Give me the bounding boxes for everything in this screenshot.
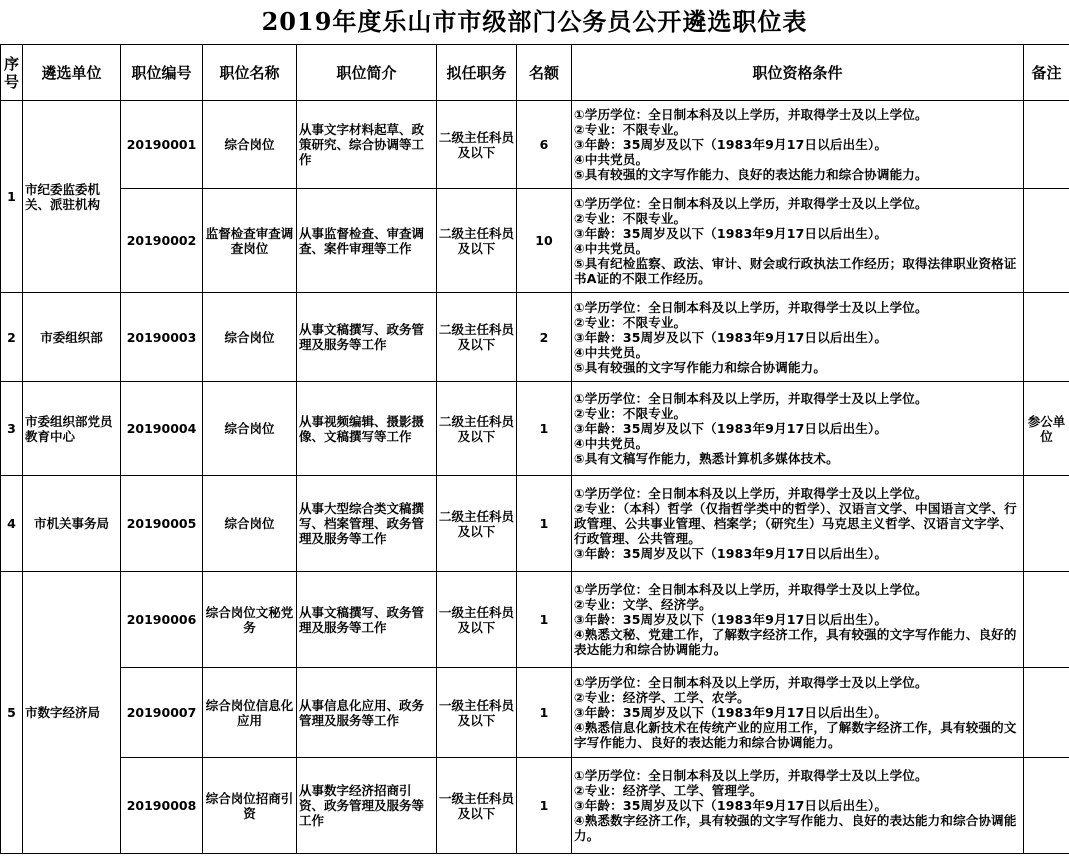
header-duty: 拟任职务 bbox=[437, 45, 517, 101]
requirement-item: ③年龄：35周岁及以下（1983年9月17日以后出生）。 bbox=[574, 225, 888, 241]
table-row bbox=[1, 382, 1069, 476]
position-intro: 从事信息化应用、政务管理及服务等工作 bbox=[297, 668, 437, 758]
position-duty: 二级主任科员及以下 bbox=[437, 101, 517, 189]
position-quota: 1 bbox=[517, 668, 572, 758]
unit-no: 4 bbox=[1, 476, 23, 572]
table-row bbox=[1, 293, 1069, 382]
position-requirements bbox=[572, 189, 1024, 293]
requirement-item: ③年龄：35周岁及以下（1983年9月17日以后出生）。 bbox=[574, 612, 888, 627]
position-quota: 1 bbox=[517, 382, 572, 476]
requirement-item: ②专业：不限专业。 bbox=[574, 314, 687, 330]
position-intro: 从事监督检查、审查调查、案件审理等工作 bbox=[297, 189, 437, 293]
position-note bbox=[1024, 758, 1069, 854]
requirement-item: ③年龄：35周岁及以下（1983年9月17日以后出生）。 bbox=[574, 705, 888, 720]
position-duty: 一级主任科员及以下 bbox=[437, 668, 517, 758]
position-intro: 从事大型综合类文稿撰写、档案管理、政务管理及服务等工作 bbox=[297, 476, 437, 572]
requirement-item: ②专业：不限专业。 bbox=[574, 122, 687, 137]
requirement-item: ①学历学位：全日制本科及以上学历，并取得学士及以上学位。 bbox=[574, 582, 928, 597]
requirement-item: ②专业：不限专业。 bbox=[574, 210, 687, 226]
unit-no: 1 bbox=[1, 101, 23, 293]
requirement-item: ②专业：经济学、工学、农学。 bbox=[574, 690, 750, 705]
header-note: 备注 bbox=[1024, 45, 1069, 101]
position-intro: 从事文稿撰写、政务管理及服务等工作 bbox=[297, 293, 437, 382]
position-code: 20190001 bbox=[121, 101, 203, 189]
positions-table bbox=[0, 44, 1069, 854]
unit-no: 3 bbox=[1, 382, 23, 476]
position-code: 20190008 bbox=[121, 758, 203, 854]
position-intro: 从事文稿撰写、政务管理及服务等工作 bbox=[297, 572, 437, 668]
unit-no: 2 bbox=[1, 293, 23, 382]
position-requirements bbox=[572, 758, 1024, 854]
position-quota: 1 bbox=[517, 476, 572, 572]
position-intro: 从事数字经济招商引资、政务管理及服务等工作 bbox=[297, 758, 437, 854]
position-name: 综合岗位文秘党务 bbox=[203, 572, 297, 668]
position-name: 综合岗位信息化应用 bbox=[203, 668, 297, 758]
table-row bbox=[1, 572, 1069, 668]
requirement-item: ③年龄：35周岁及以下（1983年9月17日以后出生）。 bbox=[574, 798, 888, 813]
position-code: 20190002 bbox=[121, 189, 203, 293]
header-no: 序号 bbox=[1, 45, 23, 101]
header-quota: 名额 bbox=[517, 45, 572, 101]
position-intro: 从事视频编辑、摄影摄像、文稿撰写等工作 bbox=[297, 382, 437, 476]
requirement-item: ②专业：文学、经济学。 bbox=[574, 597, 712, 612]
position-duty: 二级主任科员及以下 bbox=[437, 189, 517, 293]
position-name: 综合岗位 bbox=[203, 101, 297, 189]
unit-name: 市纪委监委机关、派驻机构 bbox=[23, 101, 121, 293]
position-code: 20190004 bbox=[121, 382, 203, 476]
header-position: 职位名称 bbox=[203, 45, 297, 101]
requirement-item: ④熟悉信息化新技术在传统产业的应用工作，了解数字经济工作，具有较强的文字写作能力、良好的表达能力和综合协调能力。 bbox=[574, 720, 1017, 750]
position-name: 综合岗位 bbox=[203, 293, 297, 382]
requirement-item: ①学历学位：全日制本科及以上学历，并取得学士及以上学位。 bbox=[574, 299, 928, 315]
position-code: 20190003 bbox=[121, 293, 203, 382]
position-note bbox=[1024, 668, 1069, 758]
unit-name: 市委组织部 bbox=[23, 293, 121, 382]
requirement-item: ③年龄：35周岁及以下（1983年9月17日以后出生）。 bbox=[574, 421, 888, 436]
requirement-item: ④中共党员。 bbox=[574, 240, 649, 256]
position-note bbox=[1024, 476, 1069, 572]
position-requirements bbox=[572, 668, 1024, 758]
requirement-item: ④中共党员。 bbox=[574, 152, 649, 167]
position-duty: 一级主任科员及以下 bbox=[437, 758, 517, 854]
position-duty: 二级主任科员及以下 bbox=[437, 476, 517, 572]
header-requirements: 职位资格条件 bbox=[572, 45, 1024, 101]
position-requirements bbox=[572, 572, 1024, 668]
requirement-item: ①学历学位：全日制本科及以上学历，并取得学士及以上学位。 bbox=[574, 107, 928, 122]
table-row bbox=[1, 668, 1069, 758]
position-requirements bbox=[572, 101, 1024, 189]
requirement-item: ②专业：不限专业。 bbox=[574, 406, 687, 421]
requirement-item: ⑤具有文稿写作能力，熟悉计算机多媒体技术。 bbox=[574, 451, 839, 466]
requirement-item: ①学历学位：全日制本科及以上学历，并取得学士及以上学位。 bbox=[574, 195, 928, 211]
position-note: 参公单位 bbox=[1024, 382, 1069, 476]
position-note bbox=[1024, 572, 1069, 668]
position-duty: 二级主任科员及以下 bbox=[437, 293, 517, 382]
position-code: 20190007 bbox=[121, 668, 203, 758]
table-row bbox=[1, 189, 1069, 293]
position-name: 综合岗位 bbox=[203, 382, 297, 476]
position-note bbox=[1024, 293, 1069, 382]
requirement-item: ②专业：经济学、工学、管理学。 bbox=[574, 783, 763, 798]
position-quota: 6 bbox=[517, 101, 572, 189]
requirement-item: ④熟悉文秘、党建工作，了解数字经济工作，具有较强的文字写作能力、良好的表达能力和综合协调能力。 bbox=[574, 627, 1017, 657]
requirement-item: ③年龄：35周岁及以下（1983年9月17日以后出生）。 bbox=[574, 137, 888, 152]
position-quota: 1 bbox=[517, 572, 572, 668]
requirement-item: ②专业：（本科）哲学（仅指哲学类中的哲学）、汉语言文学、中国语言文学、行政管理、公共事业管理、档案学；（研究生）马克思主义哲学、汉语言文字学、行政管理、公共管理。 bbox=[574, 501, 1017, 546]
header-row bbox=[1, 45, 1069, 101]
unit-name: 市数字经济局 bbox=[23, 572, 121, 854]
requirement-item: ①学历学位：全日制本科及以上学历，并取得学士及以上学位。 bbox=[574, 486, 928, 501]
requirement-item: ④熟悉数字经济工作，具有较强的文字写作能力、良好的表达能力和综合协调能力。 bbox=[574, 813, 1017, 843]
position-quota: 10 bbox=[517, 189, 572, 293]
position-requirements bbox=[572, 476, 1024, 572]
table-row bbox=[1, 758, 1069, 854]
table-row bbox=[1, 476, 1069, 572]
header-intro: 职位简介 bbox=[297, 45, 437, 101]
requirement-item: ④中共党员。 bbox=[574, 344, 649, 360]
position-code: 20190006 bbox=[121, 572, 203, 668]
requirement-item: ①学历学位：全日制本科及以上学历，并取得学士及以上学位。 bbox=[574, 391, 928, 406]
position-quota: 2 bbox=[517, 293, 572, 382]
unit-name: 市机关事务局 bbox=[23, 476, 121, 572]
position-requirements bbox=[572, 293, 1024, 382]
page-title: 2019年度乐山市市级部门公务员公开遴选职位表 bbox=[261, 7, 808, 36]
header-code: 职位编号 bbox=[121, 45, 203, 101]
position-name: 综合岗位 bbox=[203, 476, 297, 572]
requirement-item: ⑤具有较强的文字写作能力和综合协调能力。 bbox=[574, 359, 827, 375]
position-duty: 一级主任科员及以下 bbox=[437, 572, 517, 668]
requirement-item: ④中共党员。 bbox=[574, 436, 649, 451]
position-quota: 1 bbox=[517, 758, 572, 854]
unit-no: 5 bbox=[1, 572, 23, 854]
header-unit: 遴选单位 bbox=[23, 45, 121, 101]
table-row bbox=[1, 101, 1069, 189]
position-code: 20190005 bbox=[121, 476, 203, 572]
requirement-item: ③年龄：35周岁及以下（1983年9月17日以后出生）。 bbox=[574, 546, 888, 561]
position-duty: 二级主任科员及以下 bbox=[437, 382, 517, 476]
unit-name: 市委组织部党员教育中心 bbox=[23, 382, 121, 476]
requirement-item: ③年龄：35周岁及以下（1983年9月17日以后出生）。 bbox=[574, 329, 888, 345]
position-note bbox=[1024, 189, 1069, 293]
position-note bbox=[1024, 101, 1069, 189]
requirement-item: ⑤具有纪检监察、政法、审计、财会或行政执法工作经历；取得法律职业资格证书A证的不限工作经历。 bbox=[574, 255, 1017, 286]
position-intro: 从事文字材料起草、政策研究、综合协调等工作 bbox=[297, 101, 437, 189]
position-name: 监督检查审查调查岗位 bbox=[203, 189, 297, 293]
requirement-item: ⑤具有较强的文字写作能力、良好的表达能力和综合协调能力。 bbox=[574, 167, 928, 182]
requirement-item: ①学历学位：全日制本科及以上学历，并取得学士及以上学位。 bbox=[574, 768, 928, 783]
position-requirements bbox=[572, 382, 1024, 476]
position-name: 综合岗位招商引资 bbox=[203, 758, 297, 854]
requirement-item: ①学历学位：全日制本科及以上学历，并取得学士及以上学位。 bbox=[574, 675, 928, 690]
